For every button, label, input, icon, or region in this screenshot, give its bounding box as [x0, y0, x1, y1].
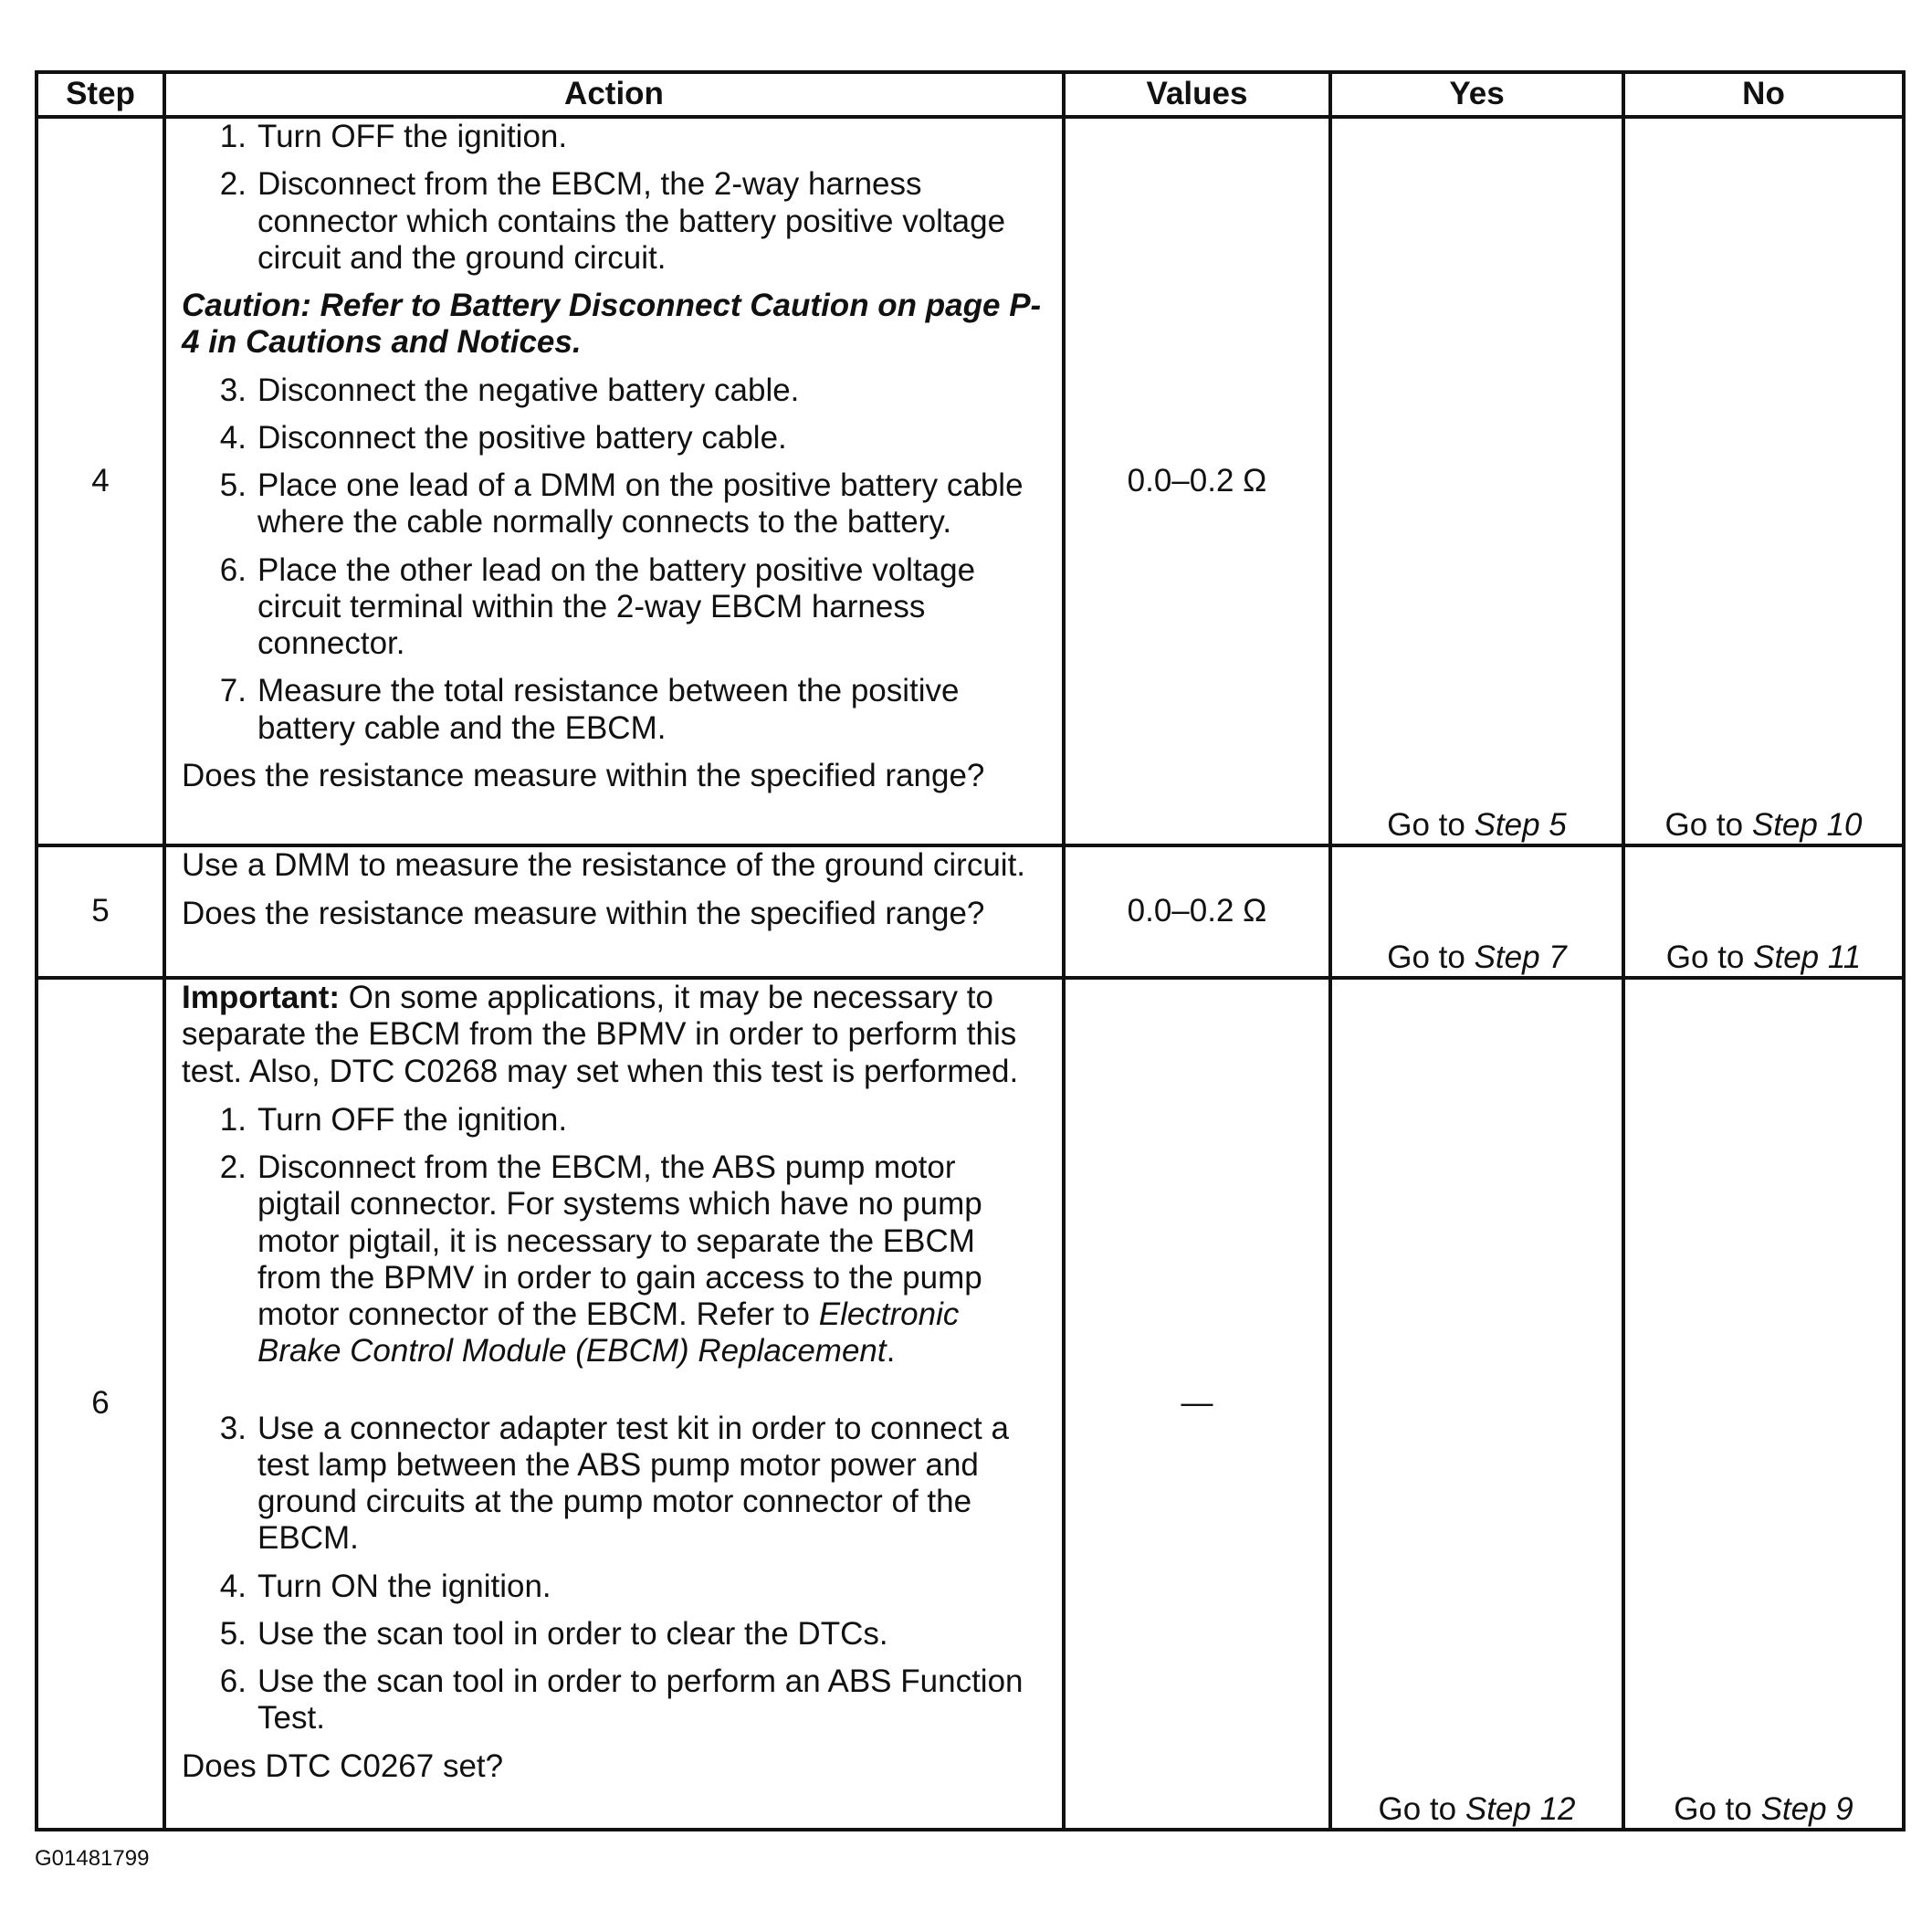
- list-item: 1. Turn OFF the ignition.: [219, 119, 568, 154]
- no-step-link[interactable]: Step 11: [1753, 939, 1862, 975]
- caution-note: Caution: Refer to Battery Disconnect Caution on page P-4 in Cautions and Notices.: [182, 288, 1042, 361]
- step-number: 4: [37, 117, 164, 845]
- question-text: Does DTC C0267 set?: [182, 1747, 504, 1784]
- value-cell: —: [1064, 978, 1330, 1830]
- value-cell: 0.0–0.2 Ω: [1064, 117, 1330, 845]
- table-row: [37, 978, 1904, 1830]
- no-step-link[interactable]: Step 10: [1751, 806, 1863, 843]
- action-text: Use a DMM to measure the resistance of the ground circuit.: [182, 847, 1026, 883]
- yes-cell: [1330, 845, 1623, 978]
- reference-link[interactable]: Electronic Brake Control Module (EBCM) Replacement: [257, 1296, 960, 1370]
- yes-prefix: Go to: [1378, 1790, 1457, 1827]
- important-note: [182, 980, 1046, 1090]
- step-number: 6: [37, 978, 164, 1830]
- figure-id: G01481799: [35, 1846, 150, 1871]
- question-text: Does the resistance measure within the specified range?: [182, 757, 985, 793]
- no-prefix: Go to: [1674, 1790, 1752, 1827]
- yes-prefix: Go to: [1387, 939, 1465, 975]
- no-cell: [1623, 845, 1904, 978]
- header-step: Step: [37, 72, 164, 117]
- list-item: 2. Disconnect from the EBCM, the 2-way harness connector which contains the battery positive voltage circuit and the ground circuit.: [219, 166, 1006, 276]
- no-prefix: Go to: [1664, 806, 1744, 843]
- table-row: [37, 117, 1904, 845]
- yes-step-link[interactable]: Step 7: [1474, 939, 1567, 975]
- header-row: [37, 72, 1904, 117]
- no-prefix: Go to: [1665, 939, 1745, 975]
- header-action: Action: [164, 72, 1064, 117]
- header-no: No: [1623, 72, 1904, 117]
- list-item: 4. Disconnect the positive battery cable.: [219, 419, 787, 456]
- yes-prefix: Go to: [1387, 806, 1465, 843]
- yes-cell: [1330, 117, 1623, 845]
- procedure-list: [182, 1102, 1046, 1737]
- list-item: 2. Disconnect from the EBCM, the ABS pump motor pigtail connector. For systems which have no pump motor pigtail, it is necessary to separate the EBCM from the BPMV in order to gain access to the pump motor connector of the EBCM. Refer to Electronic Brake Control Module (EBCM) Replacement.: [219, 1149, 982, 1370]
- procedure-list: [182, 373, 1046, 747]
- yes-cell: [1330, 978, 1623, 1830]
- list-item: 5. Place one lead of a DMM on the positive battery cable where the cable normally connects to the battery.: [219, 467, 1024, 540]
- action-cell: [164, 978, 1064, 1830]
- step-number: 5: [37, 845, 164, 978]
- action-cell: [164, 845, 1064, 978]
- value-cell: 0.0–0.2 Ω: [1064, 845, 1330, 978]
- header-values: Values: [1064, 72, 1330, 117]
- important-text: On some applications, it may be necessary to separate the EBCM from the BPMV in order to perform this test. Also, DTC C0268 may set when this test is performed.: [182, 980, 1019, 1089]
- no-cell: [1623, 117, 1904, 845]
- list-item: 1. Turn OFF the ignition.: [219, 1101, 568, 1138]
- list-item: 6. Place the other lead on the battery positive voltage circuit terminal within the 2-way EBCM harness connector.: [219, 551, 976, 661]
- list-item: 3. Use a connector adapter test kit in order to connect a test lamp between the ABS pump motor power and ground circuits at the pump motor connector of the EBCM.: [219, 1410, 1009, 1557]
- list-item: 7. Measure the total resistance between the positive battery cable and the EBCM.: [219, 673, 960, 746]
- no-cell: [1623, 978, 1904, 1830]
- question-text: Does the resistance measure within the specified range?: [182, 896, 985, 932]
- diagnostic-table: [35, 70, 1906, 1831]
- list-item: 4. Turn ON the ignition.: [219, 1568, 551, 1604]
- yes-step-link[interactable]: Step 5: [1474, 806, 1567, 843]
- header-yes: Yes: [1330, 72, 1623, 117]
- procedure-list: [182, 119, 1046, 277]
- action-cell: [164, 117, 1064, 845]
- no-step-link[interactable]: Step 9: [1760, 1790, 1853, 1827]
- list-item: 6. Use the scan tool in order to perform an ABS Function Test.: [219, 1663, 1024, 1737]
- table-row: [37, 845, 1904, 978]
- list-item: 3. Disconnect the negative battery cable.: [219, 372, 800, 408]
- list-item: 5. Use the scan tool in order to clear the DTCs.: [219, 1615, 888, 1652]
- important-label: Important:: [182, 980, 341, 1015]
- yes-step-link[interactable]: Step 12: [1465, 1790, 1576, 1827]
